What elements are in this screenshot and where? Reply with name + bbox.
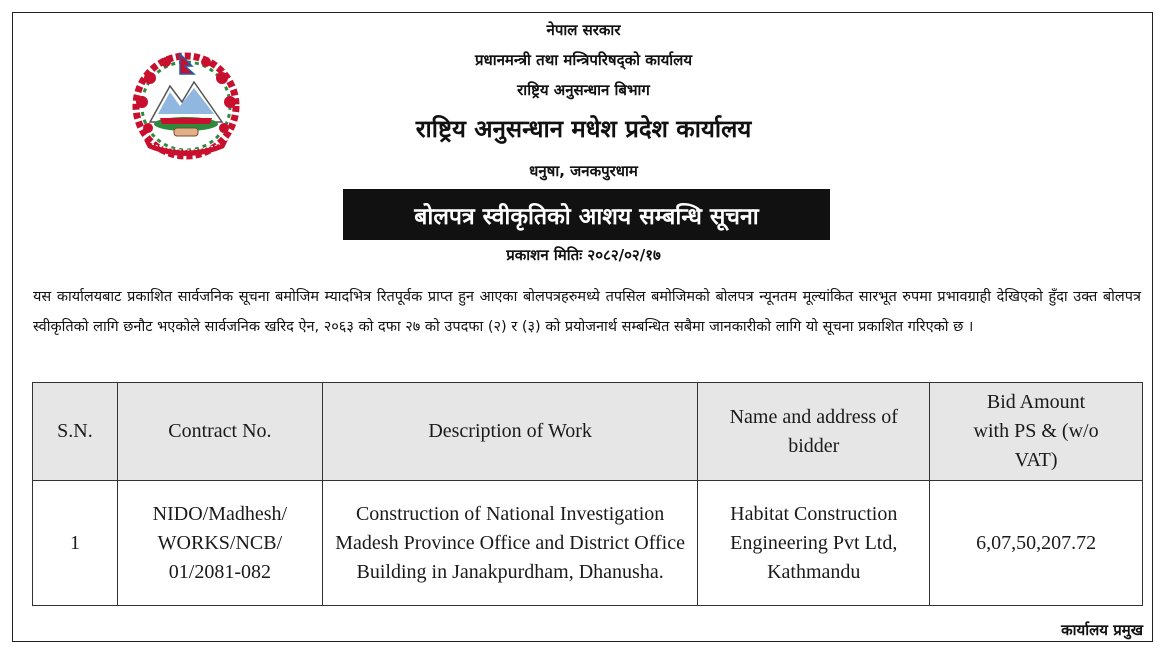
notice-title: बोलपत्र स्वीकृतिको आशय सम्बन्धि सूचना <box>414 203 759 230</box>
column-header-description: Description of Work <box>322 383 698 481</box>
notice-body: यस कार्यालयबाट प्रकाशित सार्वजनिक सूचना बमोजिम म्यादभित्र रितपूर्वक प्राप्त हुन आएका बोलपत्रहरुमध्ये तपसिल बमोजिमको बोलपत्र न्यूनतम मूल्यांकित सारभूत रुपमा प्रभावग्राही देखिएको हुँदा उक्त बोलपत्र स्वीकृतिको लागि छनौट भएकोले सार्वजनिक खरिद ऐन, २०६३ को दफा २७ को उपदफा (२) र (३) को प्रयोजनार्थ सम्बन्धित सबैमा जानकारीको लागि यो सूचना प्रकाशित गरिएको छ । <box>33 289 1141 335</box>
bid-award-table <box>32 382 1143 606</box>
office-location: धनुषा, जनकपुरधाम <box>529 162 638 180</box>
ministry-name: प्रधानमन्त्री तथा मन्त्रिपरिषद्को कार्यालय <box>474 51 693 69</box>
column-header-contract-no: Contract No. <box>117 383 322 481</box>
cell-description: Construction of National Investigation Madesh Province Office and District Office Building in Janakpurdham, Dhanusha. <box>322 481 698 606</box>
cell-sn: 1 <box>33 481 118 606</box>
office-name: राष्ट्रिय अनुसन्धान मधेश प्रदेश कार्यालय <box>415 115 752 143</box>
government-name: नेपाल सरकार <box>546 21 621 39</box>
cell-bidder: Habitat Construction Engineering Pvt Ltd, Kathmandu <box>698 481 930 606</box>
cell-bid-amount: 6,07,50,207.72 <box>930 481 1143 606</box>
cell-contract-no: NIDO/Madhesh/ WORKS/NCB/ 01/2081-082 <box>117 481 322 606</box>
column-header-bid-amount: Bid Amount with PS & (w/o VAT) <box>930 383 1143 481</box>
publish-date: प्रकाशन मितिः २०८२/०२/१७ <box>506 246 661 264</box>
department-name: राष्ट्रिय अनुसन्धान बिभाग <box>517 81 650 99</box>
table-header-row <box>33 383 1143 481</box>
signatory-title: कार्यालय प्रमुख <box>1061 621 1143 639</box>
notice-title-box <box>343 189 830 240</box>
column-header-bidder: Name and address of bidder <box>698 383 930 481</box>
table-row <box>33 481 1143 606</box>
column-header-sn: S.N. <box>33 383 118 481</box>
